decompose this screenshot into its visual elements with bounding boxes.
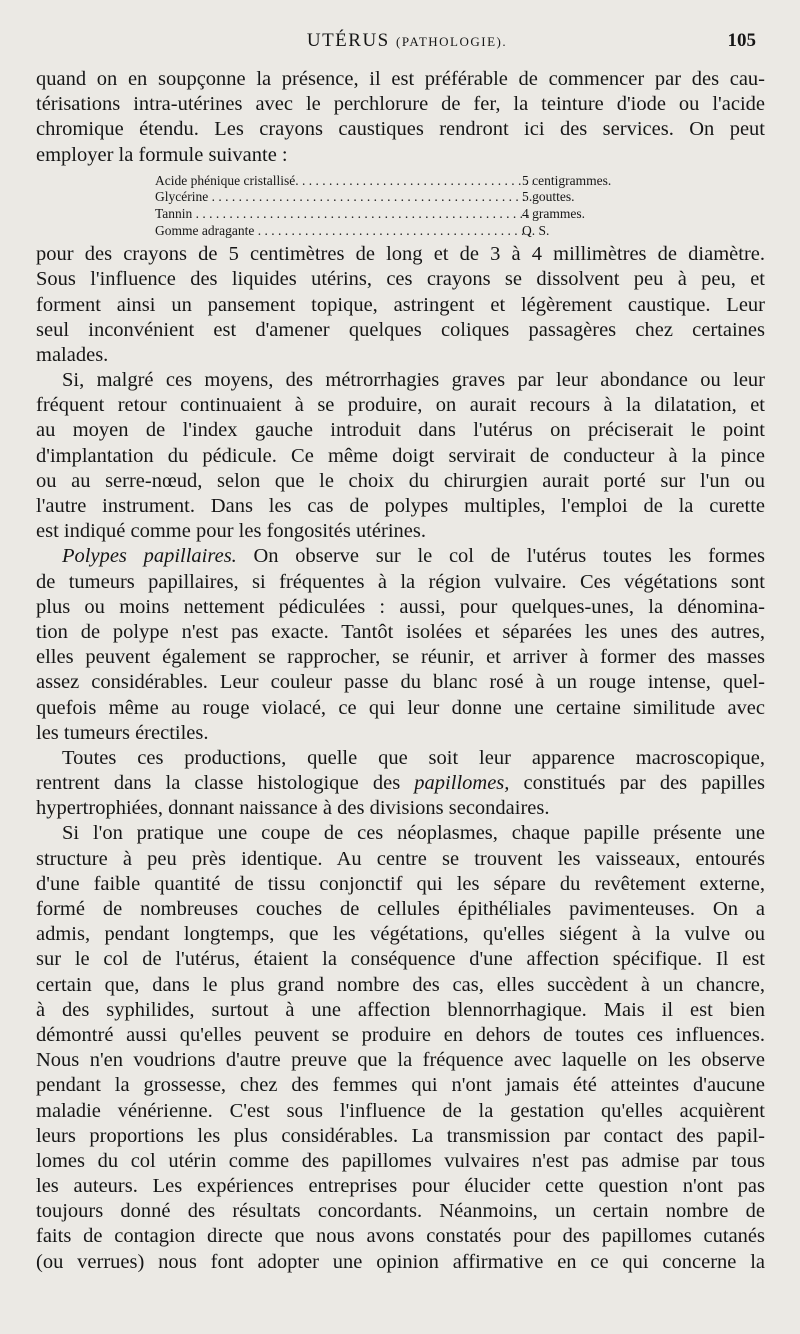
text-line: au moyen de l'index gauche introduit dans l'utérus on préciserait le point xyxy=(36,419,765,442)
text-line: faits de contagion directe que nous avons constatés pour des papillomes cutanés xyxy=(36,1225,765,1248)
text-fragment: constitués par des papilles xyxy=(523,772,766,795)
formula-ingredient: Gomme adragante . . . xyxy=(155,223,533,240)
section-heading: Polypes papillaires. xyxy=(62,545,237,568)
text-line: certain que, dans le plus grand nombre des cas, elles succèdent à un chancre, xyxy=(36,973,765,996)
text-line: malades. xyxy=(36,343,109,366)
formula-item xyxy=(36,173,765,190)
text-line: Si, malgré ces moyens, des métrorrhagies graves par leur abondance ou leur xyxy=(62,369,765,392)
text-line: plus ou moins nettement pédiculées : aussi, pour quelques-unes, la dénomina- xyxy=(36,595,765,618)
formula-ingredient: Glycérine . . . xyxy=(155,189,533,206)
text-line: fréquent retour continuaient à se produire, on aurait recours à la dilatation, et xyxy=(36,394,765,417)
page-header xyxy=(36,30,756,60)
text-line: Si l'on pratique une coupe de ces néoplasmes, chaque papille présente une xyxy=(62,822,765,845)
formula-item xyxy=(36,223,765,240)
text-line: elles peuvent également se rapprocher, se réunir, et arriver à former des masses xyxy=(36,646,765,669)
text-line: sur le col de l'utérus, étaient la conséquence d'une affection spécifique. Il est xyxy=(36,948,765,971)
text-line: ou au serre-nœud, selon que le choix du chirurgien aurait porté sur l'un ou xyxy=(36,469,765,492)
running-subtitle: (PATHOLOGIE). xyxy=(396,34,508,49)
text-line xyxy=(36,771,765,796)
page-number: 105 xyxy=(727,30,756,51)
text-line: démontré aussi qu'elles peuvent se produire en dehors de toutes ces influences. xyxy=(36,1023,765,1046)
text-line: quand on en soupçonne la présence, il est préférable de commencer par des cau- xyxy=(36,68,765,90)
text-line: est indiqué comme pour les fongosités utérines. xyxy=(36,520,426,543)
formula-quantity: 5 gouttes. xyxy=(522,189,575,205)
text-line: les auteurs. Les expériences entreprises pour élucider cette question n'ont pas xyxy=(36,1175,765,1198)
text-line: employer la formule suivante : xyxy=(36,143,288,166)
text-line: lomes du col utérin comme des papillomes vulvaires n'est pas admise par tous xyxy=(36,1149,765,1172)
text-line: tion de polype n'est pas exacte. Tantôt isolées et séparées les unes des autres, xyxy=(36,620,765,643)
running-title: UTÉRUS xyxy=(306,30,390,51)
text-line: pendant la grossesse, chez des femmes qui n'ont jamais été atteintes d'aucune xyxy=(36,1074,765,1097)
formula-quantity: Q. S. xyxy=(522,222,550,238)
text-line: chromique étendu. Les crayons caustiques rendront ici des services. On peut xyxy=(36,118,765,141)
text-line: (ou verrues) nous font adopter une opinion affirmative en ce qui concerne la xyxy=(36,1250,765,1273)
text-line: Toutes ces productions, quelle que soit leur apparence macroscopique, xyxy=(62,746,765,769)
text-line: d'une faible quantité de tissu conjonctif qui les sépare du revêtement externe, xyxy=(36,872,765,895)
paragraph xyxy=(36,821,765,1274)
text-line: Nous n'en voudrions d'autre preuve que la fréquence avec laquelle on les observe xyxy=(36,1049,765,1072)
text-line: admis, pendant longtemps, que les végétations, qu'elles siégent à la vulve ou xyxy=(36,923,765,946)
intro-paragraph xyxy=(36,67,765,168)
text-fragment: rentrent dans la classe histologique des xyxy=(36,772,401,795)
text-line: seul inconvénient est d'amener quelques coliques passagères chez certaines xyxy=(36,318,765,341)
formula-list xyxy=(36,173,765,239)
formula-quantity: 4 grammes. xyxy=(522,205,585,221)
text-line: à des syphilides, surtout à une affection blennorrhagique. Mais il est bien xyxy=(36,998,765,1021)
text-line: les tumeurs érectiles. xyxy=(36,721,209,744)
formula-ingredient: Acide phénique cristallisé. . . . xyxy=(155,173,533,190)
text-line: Sous l'influence des liquides utérins, ces crayons se dissolvent peu à peu, et xyxy=(36,268,765,291)
paragraph xyxy=(36,746,765,822)
running-head xyxy=(36,30,756,52)
formula-quantity: 5 centigrammes. xyxy=(522,172,612,188)
text-line: formé de nombreuses couches de cellules épithéliales pavimenteuses. On a xyxy=(36,898,765,920)
formula-item xyxy=(36,189,765,206)
text-line: l'autre instrument. Dans les cas de polypes multiples, l'emploi de la curette xyxy=(36,495,765,517)
formula-item xyxy=(36,206,765,223)
text-line: forment ainsi un pansement topique, astringent et légèrement caustique. Leur xyxy=(36,293,765,316)
text-line: d'implantation du pédicule. Ce même doigt servirait de conducteur à la pince xyxy=(36,444,765,467)
text-line: maladie vénérienne. C'est sous l'influence de la gestation qu'elles acquièrent xyxy=(36,1099,765,1122)
text-line: pour des crayons de 5 centimètres de long et de 3 à 4 millimètres de diamètre. xyxy=(36,243,765,266)
paragraph xyxy=(36,368,765,544)
text-line: quefois même au rouge violacé, ce qui leur donne une certaine similitude avec xyxy=(36,696,765,719)
formula-ingredient: Tannin . . . xyxy=(155,206,533,223)
italic-term: papillomes, xyxy=(414,772,510,795)
text-line: térisations intra-utérines avec le perchlorure de fer, la teinture d'iode ou l'acide xyxy=(36,93,765,116)
text-line: assez considérables. Leur couleur passe du blanc rosé à un rouge intense, quel- xyxy=(36,671,765,694)
text-line: hypertrophiées, donnant naissance à des divisions secondaires. xyxy=(36,797,550,820)
text-line: leurs proportions les plus considérables. La transmission par contact des papil- xyxy=(36,1124,765,1147)
paragraph xyxy=(36,242,765,368)
text-line: toujours donné des résultats concordants. Néanmoins, un certain nombre de xyxy=(36,1200,765,1223)
text-fragment: On observe sur le col de l'utérus toutes les formes xyxy=(253,545,765,568)
text-line: de tumeurs papillaires, si fréquentes à la région vulvaire. Ces végétations sont xyxy=(36,570,765,593)
page-body xyxy=(36,67,765,1275)
paragraph-polypes-papillaires xyxy=(36,544,765,746)
text-line: structure à peu près identique. Au centre se trouvent les vaisseaux, entourés xyxy=(36,847,765,870)
text-line xyxy=(36,544,765,569)
